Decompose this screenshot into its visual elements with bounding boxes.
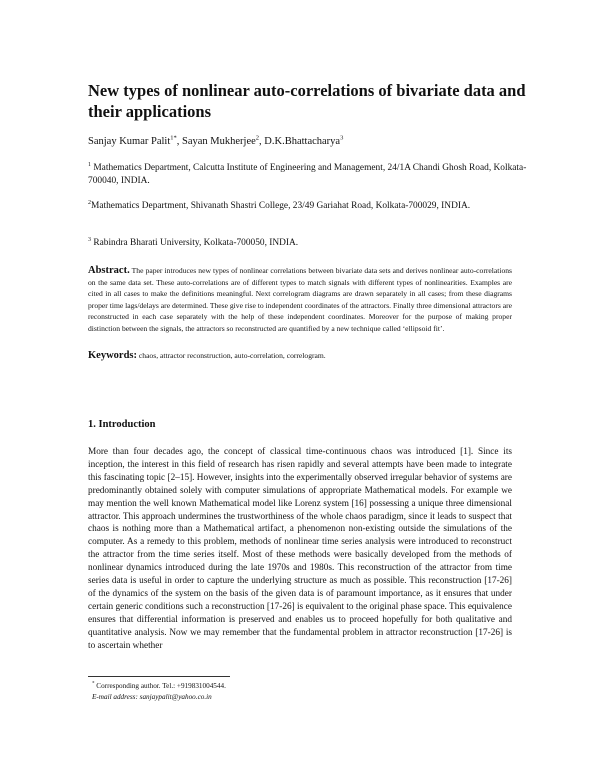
author-superscript: 3 xyxy=(340,134,344,142)
section-heading: 1. Introduction xyxy=(88,419,156,430)
affiliation-superscript: 3 xyxy=(88,236,91,243)
affiliation-text: Rabindra Bharati University, Kolkata-700050, INDIA. xyxy=(91,238,299,248)
author-line xyxy=(88,135,528,149)
footnote-divider xyxy=(88,676,230,677)
author-separator: , xyxy=(259,136,265,147)
email-label: E-mail address: xyxy=(92,692,138,701)
footnote-line-2 xyxy=(92,692,512,703)
author-name: D.K.Bhattacharya xyxy=(264,136,341,147)
keywords xyxy=(88,350,512,362)
footnote-line-1 xyxy=(92,681,512,692)
author-separator: , xyxy=(176,136,182,147)
affiliation-3 xyxy=(88,237,528,250)
affiliation-text: Mathematics Department, Calcutta Institute of Engineering and Management, 24/1A Chandi Ghosh Road, Kolkata-700040, INDIA. xyxy=(88,163,527,186)
affiliation-1 xyxy=(88,162,528,188)
keywords-label: Keywords: xyxy=(88,350,137,361)
author-name: Sanjay Kumar Palit xyxy=(88,136,171,147)
author-superscript: 1* xyxy=(170,134,177,142)
affiliation-2 xyxy=(88,200,528,213)
email-address: sanjaypalit@yahoo.co.in xyxy=(137,692,212,701)
footnote-text: Corresponding author. Tel.: +919831004544. xyxy=(94,682,226,690)
abstract-text: The paper introduces new types of nonlinear correlations between bivariate data sets and derives nonlinear auto-correlations on the same data set. These auto-correlations are of different types to match signals with different types of nonlinearities. Examples are cited in all cases to make the definitions meaningful. Next correlogram diagrams are drawn separately in all cases; from these diagrams proper time lags/delays are determined. These give rise to independent coordinates of the attractors. Finally three dimensional attractors are reconstructed in each case separately with the help of these independent coordinates. Moreover for the purpose of making proper distinction between the signals, the attractors so reconstructed are quantified by a new technique called ‘ellipsoid fit’. xyxy=(88,266,512,333)
author-name: Sayan Mukherjee xyxy=(182,136,256,147)
footnote xyxy=(92,681,512,702)
author-superscript: 2 xyxy=(255,134,260,142)
paper-title: New types of nonlinear auto-correlations of bivariate data and their applications xyxy=(88,81,526,121)
affiliation-superscript: 1 xyxy=(88,161,91,168)
footnote-marker: * xyxy=(92,681,95,687)
body-paragraph: More than four decades ago, the concept of classical time-continuous chaos was introduced [1]. Since its inception, the interest in this field of research has risen rapidly and several attempts have been made to integrate this fascinating topic [2–15]. However, insights into the experimentally observed irregular behavior of systems are predominantly obtained solely with computer simulations of appropriate Mathematical models. For example we may mention the well known Mathematical model like Lorenz system [16] possessing a unique three dimensional attractor. This approach undermines the trustworthiness of the whole chaos paradigm, since it leads to suspect that chaos is nothing more than a Mathematical artifact, a phenomenon non-existing outside the simulations of the computer. As a remedy to this problem, methods of nonlinear time series analysis were introduced to reconstruct the attractor from the time series itself. Most of these methods were basically developed from the methods of nonlinear dynamics introduced during the late 1970s and 1980s. This reconstruction of the attractor from time series data is useful in order to capture the underlying structure as much as possible. This reconstruction [17-26] of the dynamics of the system on the basis of the given data is of paramount importance, as it ensures that under certain generic conditions such a reconstruction [17-26] is equivalent to the original phase space. This equivalence ensures that differential information is preserved and enables us to proceed hopefully for both qualitative and quantitative analysis. Now we may remember that the fundamental problem in attractor reconstruction [17-26] is to ascertain whether xyxy=(88,447,512,651)
keywords-text: chaos, attractor reconstruction, auto-correlation, correlogram. xyxy=(137,351,326,360)
abstract-label: Abstract. xyxy=(88,265,130,276)
abstract xyxy=(88,265,512,334)
affiliation-text: Mathematics Department, Shivanath Shastri College, 23/49 Gariahat Road, Kolkata-700029, INDIA. xyxy=(91,201,471,211)
affiliation-superscript: 2 xyxy=(88,199,91,206)
